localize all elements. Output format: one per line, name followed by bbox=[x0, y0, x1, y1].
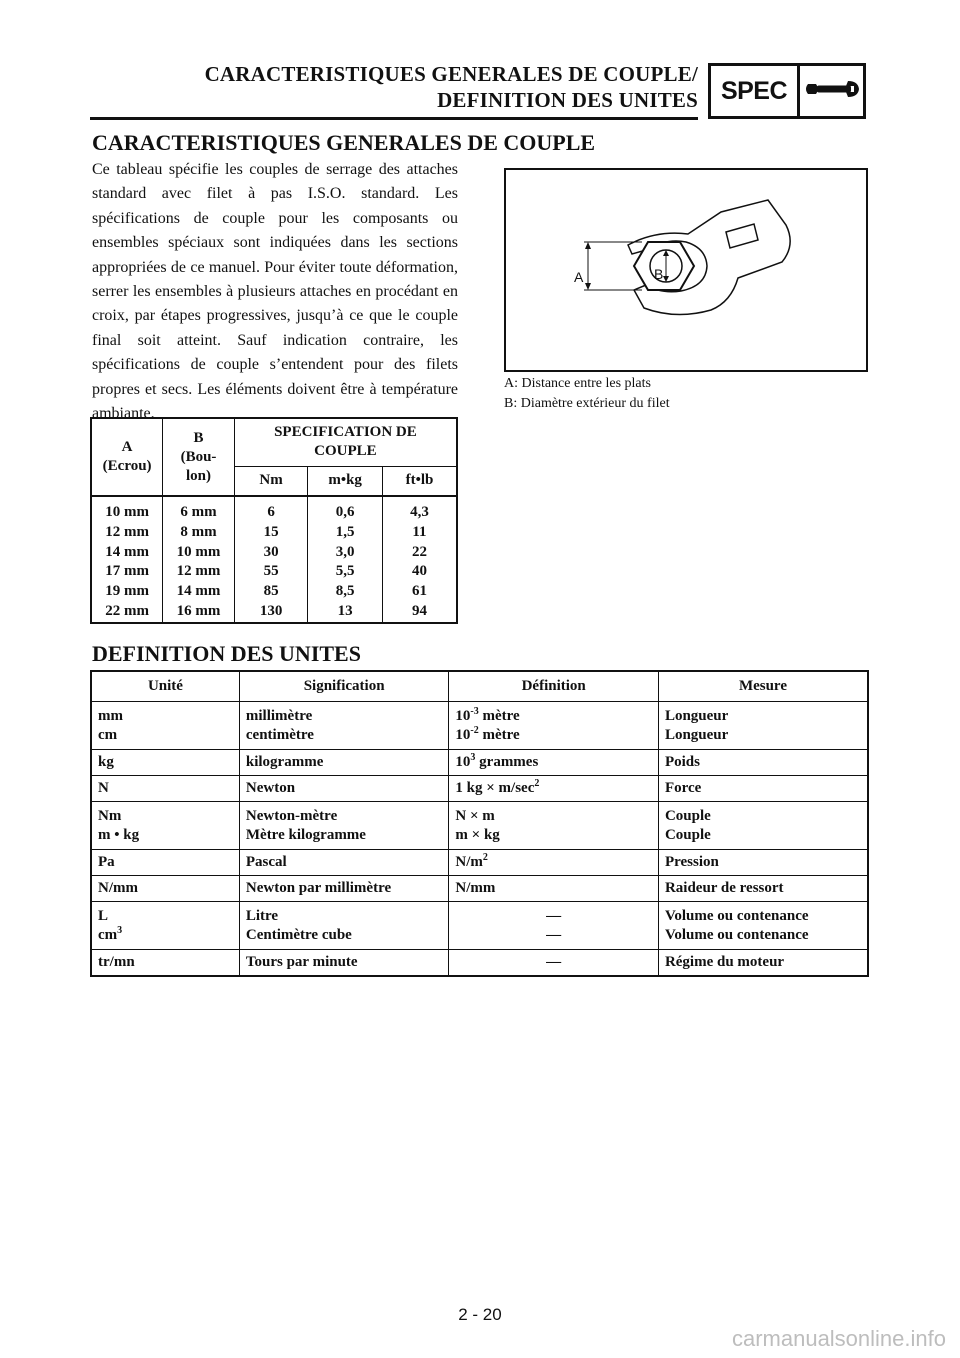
table-row: kg kilogramme $10^3$ grammes Poids bbox=[91, 750, 868, 776]
figure-caption-a: A: Distance entre les plats bbox=[504, 376, 651, 391]
page-number: 2 - 20 bbox=[458, 1305, 502, 1324]
col-header-a: A (Ecrou) bbox=[91, 418, 163, 496]
header-title-line1: CARACTERISTIQUES GENERALES DE COUPLE/ bbox=[204, 62, 698, 86]
table-row: Pa Pascal $N/m^2$ Pression bbox=[91, 850, 868, 876]
col-header-spec: SPECIFICATION DE COUPLE bbox=[234, 418, 457, 466]
torque-table bbox=[90, 417, 458, 624]
table-row: N Newton 1 kg × $m/\sec^2$ Force bbox=[91, 776, 868, 802]
col-ftlb-values: 4,3 11 22 40 61 94 bbox=[382, 496, 457, 623]
dimension-label-b: B bbox=[654, 266, 664, 282]
col-mkg-values: 0,6 1,5 3,0 5,5 8,5 13 bbox=[308, 496, 383, 623]
wrench-figure bbox=[504, 168, 868, 372]
col-b-values: 6 mm 8 mm 10 mm 12 mm 14 mm 16 mm bbox=[163, 496, 235, 623]
col-header-nm: Nm bbox=[234, 466, 308, 496]
col-header-b: B (Bou- lon) bbox=[163, 418, 235, 496]
header-measure: Mesure bbox=[658, 671, 868, 702]
table-row: N/mm Newton par millimètre N/mm Raideur de ressort bbox=[91, 876, 868, 902]
torque-section-heading: CARACTERISTIQUES GENERALES DE COUPLE bbox=[92, 130, 596, 155]
dimension-label-a: A bbox=[574, 269, 584, 285]
watermark: carmanualsonline.info bbox=[731, 1326, 946, 1351]
header-meaning: Signification bbox=[239, 671, 449, 702]
header-rule bbox=[90, 117, 698, 120]
wrench-icon bbox=[800, 66, 863, 116]
table-row: mm cm millimètre centimètre $10^{-3}$ mètre $10^{-2}$ mètre Longueur Longueur bbox=[91, 702, 868, 750]
spec-badge bbox=[708, 63, 866, 119]
header-title-line2: DEFINITION DES UNITES bbox=[437, 88, 698, 112]
units-section-heading: DEFINITION DES UNITES bbox=[92, 641, 361, 666]
spec-label: SPEC bbox=[711, 66, 800, 116]
table-row: tr/mn Tours par minute — Régime du moteur bbox=[91, 950, 868, 976]
col-header-ftlb: ft•lb bbox=[382, 466, 457, 496]
table-row: Nm m • kg Newton-mètre Mètre kilogramme N × m m × kg Couple Couple bbox=[91, 802, 868, 850]
col-header-mkg: m•kg bbox=[308, 466, 383, 496]
torque-intro-paragraph: Ce tableau spécifie les couples de serrage des attaches standard avec filet à pas I.S.O. standard. Les spécifications de couple pour les composants ou ensembles spéciaux sont indiquées dans les sections appropriées de ce manuel. Pour éviter toute déformation, serrer les ensembles à plusieurs attaches en procédant en croix, par étapes progressives, jusqu’à ce que le couple final soit atteint. Sauf indication contraire, les spécifications de couple s’entendent pour des filets propres et secs. Les éléments doivent être à température ambiante. bbox=[92, 161, 458, 423]
col-nm-values: 6 15 30 55 85 130 bbox=[234, 496, 308, 623]
header-definition: Définition bbox=[449, 671, 659, 702]
units-table bbox=[90, 670, 869, 977]
wrench-illustration bbox=[506, 170, 866, 370]
header-unit: Unité bbox=[91, 671, 239, 702]
figure-caption-b: B: Diamètre extérieur du filet bbox=[504, 396, 670, 411]
col-a-values: 10 mm 12 mm 14 mm 17 mm 19 mm 22 mm bbox=[91, 496, 163, 623]
units-header-row bbox=[91, 671, 868, 702]
table-row: L $cm^3$ Litre Centimètre cube — — Volume ou contenance Volume ou contenance bbox=[91, 902, 868, 950]
table-row bbox=[91, 496, 457, 623]
